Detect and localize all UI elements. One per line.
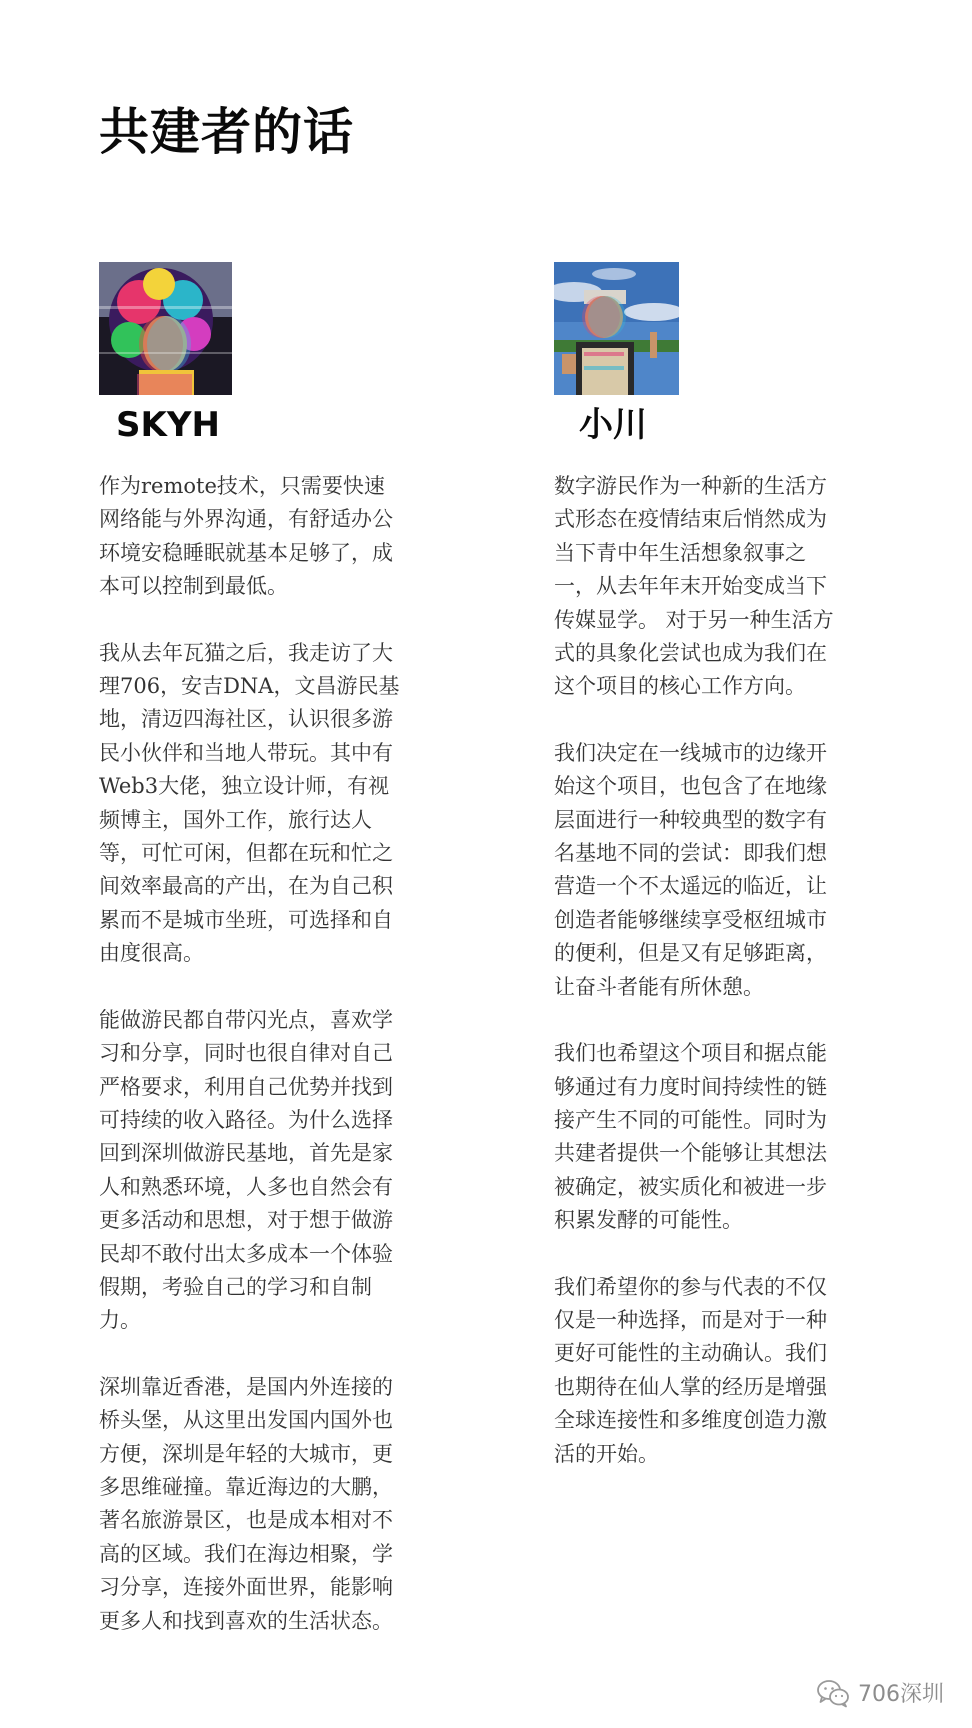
person-name: SKYH: [116, 405, 220, 445]
paragraph: [554, 1037, 902, 1237]
text-line: 创造者能够继续享受枢纽城市: [554, 907, 827, 932]
text-line: 频博主，国外工作，旅行达人: [99, 807, 372, 832]
text-line: 累而不是城市坐班，可选择和自: [99, 907, 393, 932]
page-title: 共建者的话: [99, 103, 354, 161]
text-line: 方便，深圳是年轻的大城市，更: [99, 1441, 393, 1466]
text-line: 网络能与外界沟通，有舒适办公: [99, 507, 393, 532]
text-line: 高的区域。我们在海边相聚，学: [99, 1541, 393, 1566]
text-line: 这个项目的核心工作方向。: [554, 674, 806, 699]
text-line: 民小伙伴和当地人带玩。其中有: [99, 740, 393, 765]
text-line: 多思维碰撞。靠近海边的大鹏，: [99, 1474, 393, 1499]
account-name: 706深圳: [858, 1682, 944, 1707]
text-line: 回到深圳做游民基地，首先是家: [99, 1141, 393, 1166]
text-line: 可持续的收入路径。为什么选择: [99, 1107, 393, 1132]
text-line: 更多人和找到喜欢的生活状态。: [99, 1608, 393, 1633]
text-line: 名基地不同的尝试：即我们想: [554, 841, 827, 866]
text-line: 共建者提供一个能够让其想法: [554, 1141, 827, 1166]
text-line: 桥头堡，从这里出发国内国外也: [99, 1408, 393, 1433]
text-line: 仅是一种选择，而是对于一种: [554, 1307, 827, 1332]
paragraph: [99, 1371, 447, 1638]
text-line: 力。: [99, 1308, 141, 1333]
paragraph: [99, 470, 447, 604]
text-line: 习分享，连接外面世界，能影响: [99, 1575, 393, 1600]
text-line: 的便利，但是又有足够距离，: [554, 941, 827, 966]
text-line: 民却不敢付出太多成本一个体验: [99, 1241, 393, 1266]
contributor-xiaochuan: [554, 262, 902, 1504]
text-line: 被确定，被实质化和被进一步: [554, 1174, 827, 1199]
text-line: 假期，考验自己的学习和自制: [99, 1274, 372, 1299]
text-line: 够通过有力度时间持续性的链: [554, 1074, 827, 1099]
paragraph: [554, 1271, 902, 1471]
text-line: 当下青中年生活想象叙事之: [554, 540, 806, 565]
text-line: 一，从去年年末开始变成当下: [554, 574, 827, 599]
text-line: 全球连接性和多维度创造力激: [554, 1408, 827, 1433]
text-line: 理706，安吉DNA，文昌游民基: [99, 674, 400, 699]
text-line: 更多活动和思想，对于想于做游: [99, 1208, 393, 1233]
text-line: 人和熟悉环境，人多也自然会有: [99, 1174, 393, 1199]
paragraph: [99, 1004, 447, 1338]
text-line: 严格要求，利用自己优势并找到: [99, 1074, 393, 1099]
text-line: 更好可能性的主动确认。我们: [554, 1341, 827, 1366]
account-watermark: [816, 1677, 944, 1708]
text-line: 数字游民作为一种新的生活方: [554, 474, 827, 498]
skyh-avatar: [99, 262, 232, 395]
wechat-icon: [816, 1678, 850, 1708]
text-line: Web3大佬，独立设计师，有视: [99, 774, 390, 799]
text-line: 我们决定在一线城市的边缘开: [554, 740, 827, 765]
text-line: 等，可忙可闲，但都在玩和忙之: [99, 841, 393, 866]
xiaochuan-avatar: [554, 262, 679, 395]
text-line: 层面进行一种较典型的数字有: [554, 807, 827, 832]
text-line: 始这个项目，也包含了在地缘: [554, 774, 827, 799]
text-line: 本可以控制到最低。: [99, 574, 288, 599]
text-line: 深圳靠近香港，是国内外连接的: [99, 1374, 393, 1399]
text-line: 积累发酵的可能性。: [554, 1208, 743, 1233]
text-line: 地，清迈四海社区，认识很多游: [99, 707, 393, 732]
paragraph: [99, 637, 447, 971]
text-line: 环境安稳睡眠就基本足够了，成: [99, 540, 393, 565]
text-line: 习和分享，同时也很自律对自己: [99, 1041, 393, 1066]
person-name: 小川: [579, 405, 647, 445]
text-line: 由度很高。: [99, 941, 204, 966]
text-line: 接产生不同的可能性。同时为: [554, 1107, 827, 1132]
contributor-skyh: [99, 262, 447, 1671]
text-line: 营造一个不太遥远的临近，让: [554, 874, 827, 899]
text-line: 我从去年瓦猫之后，我走访了大: [99, 640, 393, 665]
text-line: 让奋斗者能有所休憩。: [554, 974, 764, 999]
text-line: 式形态在疫情结束后悄然成为: [554, 507, 827, 532]
text-line: 我们希望你的参与代表的不仅: [554, 1274, 827, 1299]
paragraph: [554, 470, 902, 704]
skyh-statement: [99, 470, 447, 1638]
text-line: 能做游民都自带闪光点，喜欢学: [99, 1007, 393, 1032]
paragraph: [554, 737, 902, 1004]
text-line: 我们也希望这个项目和据点能: [554, 1041, 827, 1066]
text-line: 式的具象化尝试也成为我们在: [554, 641, 827, 666]
xiaochuan-statement: [554, 470, 902, 1471]
text-line: 间效率最高的产出，在为自己积: [99, 874, 393, 899]
text-line: 作为remote技术，只需要快速: [99, 474, 385, 498]
text-line: 著名旅游景区，也是成本相对不: [99, 1508, 393, 1533]
text-line: 也期待在仙人掌的经历是增强: [554, 1374, 827, 1399]
text-line: 活的开始。: [554, 1441, 659, 1466]
text-line: 传媒显学。 对于另一种生活方: [554, 607, 834, 632]
